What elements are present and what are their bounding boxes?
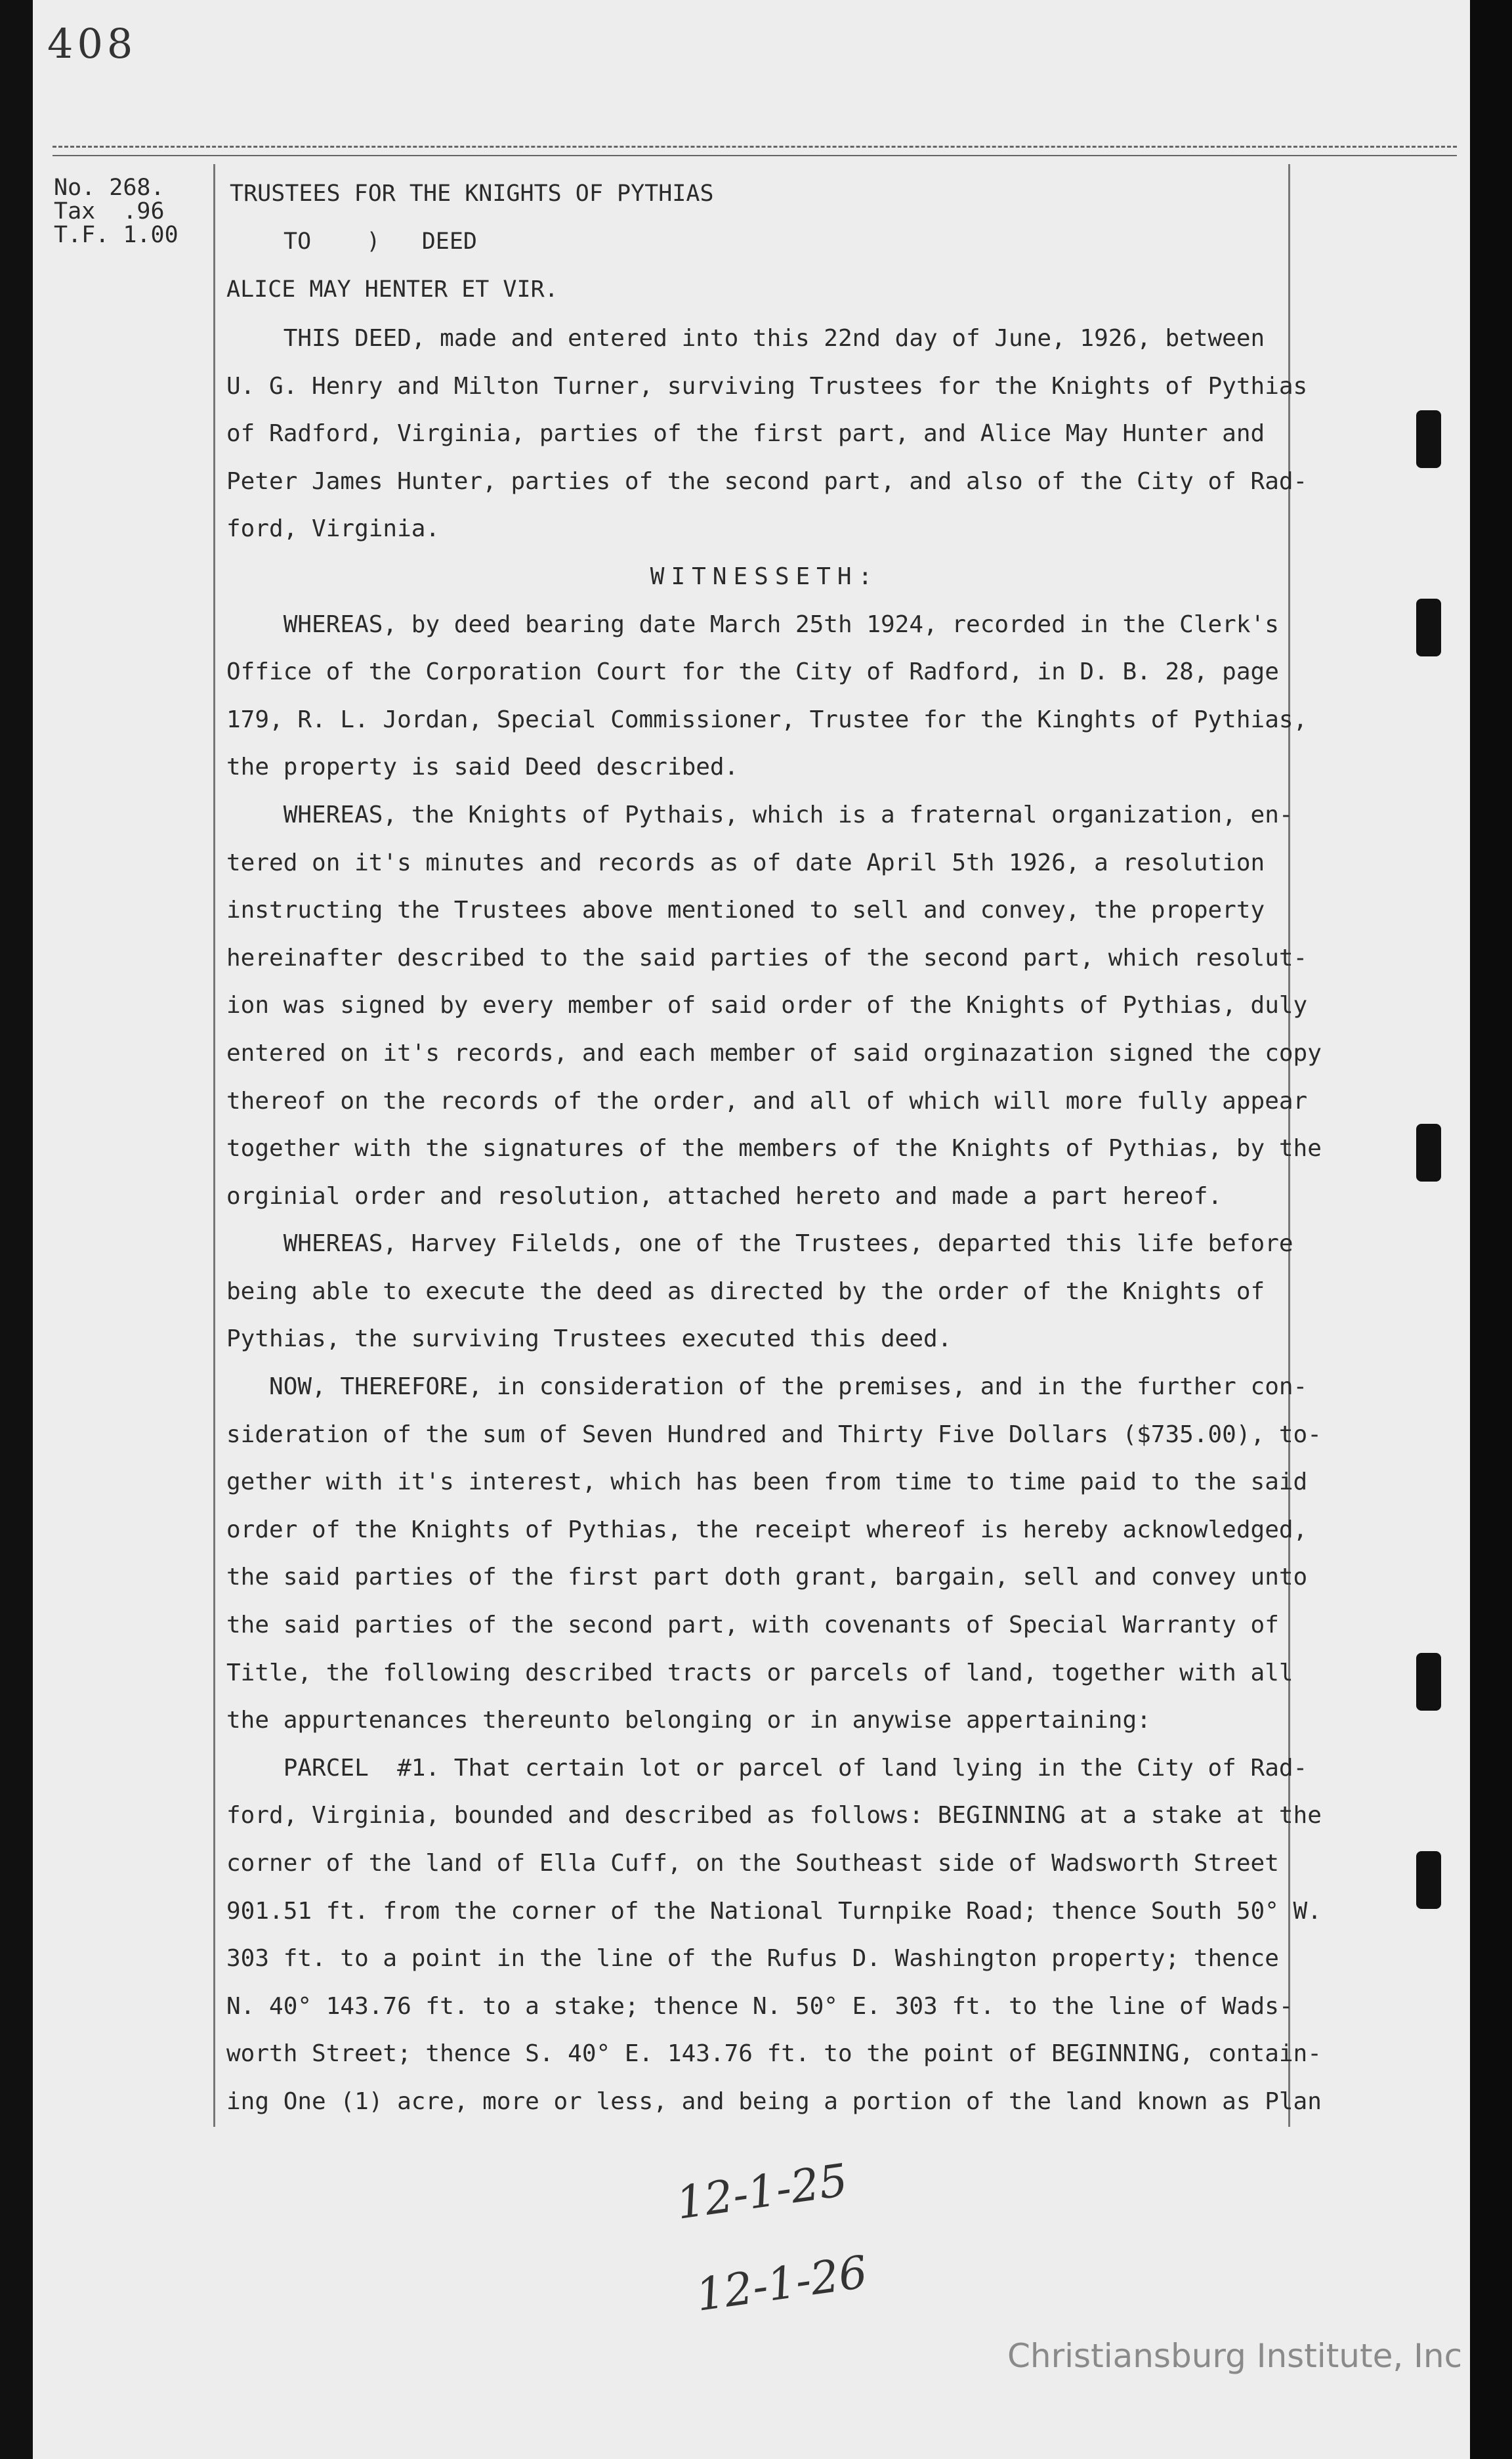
binder-hole	[1416, 1851, 1441, 1909]
body-line: PARCEL #1. That certain lot or parcel of land lying in the City of Rad-	[226, 1754, 1308, 1782]
body-line: THIS DEED, made and entered into this 22nd day of June, 1926, between	[226, 325, 1265, 352]
body-line: gether with it's interest, which has been from time to time paid to the said	[226, 1468, 1308, 1496]
handwritten-date-1: 12-1-25	[673, 2154, 851, 2230]
body-line: orginial order and resolution, attached hereto and made a part hereof.	[226, 1182, 1223, 1210]
left-margin-line	[213, 164, 215, 2127]
page-edge-shadow	[1470, 0, 1512, 2459]
body-line: corner of the land of Ella Cuff, on the Southeast side of Wadsworth Street	[226, 1850, 1279, 1877]
body-line: hereinafter described to the said parties of the second part, which resolut-	[226, 944, 1308, 972]
body-line: the said parties of the second part, with covenants of Special Warranty of	[226, 1612, 1279, 1639]
body-line: ford, Virginia.	[226, 515, 440, 543]
deed-body	[226, 315, 1322, 2126]
page-number: 408	[47, 20, 137, 68]
record-number: No. 268.	[54, 175, 165, 201]
body-line: order of the Knights of Pythias, the receipt whereof is hereby acknowledged,	[226, 1516, 1308, 1543]
body-line: 303 ft. to a point in the line of the Rufus D. Washington property; thence	[226, 1945, 1279, 1973]
watermark: Christiansburg Institute, Inc	[1007, 2337, 1463, 2375]
body-line: WHEREAS, the Knights of Pythais, which is a fraternal organization, en-	[226, 801, 1293, 828]
top-rule-secondary	[52, 155, 1457, 156]
handwritten-date-2: 12-1-26	[692, 2246, 871, 2322]
heading-grantee: ALICE MAY HENTER ET VIR.	[226, 276, 558, 303]
margin-note	[54, 176, 178, 247]
body-line: WHEREAS, by deed bearing date March 25th 1924, recorded in the Clerk's	[226, 610, 1279, 638]
body-line: ing One (1) acre, more or less, and being a portion of the land known as Plan	[226, 2087, 1322, 2115]
heading-to-deed: TO ) DEED	[284, 228, 478, 255]
binder-hole	[1416, 1653, 1441, 1711]
binder-hole	[1416, 410, 1441, 468]
body-line: the property is said Deed described.	[226, 754, 739, 781]
body-line: Pythias, the surviving Trustees executed this deed.	[226, 1325, 952, 1353]
body-line: the appurtenances thereunto belonging or in anywise appertaining:	[226, 1707, 1151, 1734]
body-line: worth Street; thence S. 40° E. 143.76 ft. to the point of BEGINNING, contain-	[226, 2040, 1322, 2068]
body-line: WHEREAS, Harvey Filelds, one of the Trustees, departed this life before	[226, 1230, 1293, 1258]
body-line: 901.51 ft. from the corner of the National Turnpike Road; thence South 50° W.	[226, 1897, 1322, 1925]
body-line: Title, the following described tracts or parcels of land, together with all	[226, 1659, 1293, 1686]
body-line: NOW, THEREFORE, in consideration of the premises, and in the further con-	[226, 1373, 1308, 1401]
body-line: the said parties of the first part doth grant, bargain, sell and convey unto	[226, 1564, 1308, 1591]
body-line: being able to execute the deed as directed by the order of the Knights of	[226, 1277, 1265, 1305]
body-line: ion was signed by every member of said order of the Knights of Pythias, duly	[226, 992, 1308, 1019]
heading-parties: TRUSTEES FOR THE KNIGHTS OF PYTHIAS	[230, 181, 714, 207]
body-line: N. 40° 143.76 ft. to a stake; thence N. 50° E. 303 ft. to the line of Wads-	[226, 1992, 1293, 2020]
body-line: 179, R. L. Jordan, Special Commissioner, Trustee for the Kinghts of Pythias,	[226, 706, 1308, 733]
tax-amount: Tax .96	[54, 198, 165, 225]
top-rule	[52, 146, 1457, 148]
binder-hole	[1416, 599, 1441, 656]
body-line: ford, Virginia, bounded and described as follows: BEGINNING at a stake at the	[226, 1802, 1322, 1829]
body-line: together with the signatures of the members of the Knights of Pythias, by the	[226, 1135, 1322, 1163]
body-line: Office of the Corporation Court for the City of Radford, in D. B. 28, page	[226, 658, 1279, 686]
body-line: tered on it's minutes and records as of date April 5th 1926, a resolution	[226, 849, 1265, 876]
body-line: of Radford, Virginia, parties of the first part, and Alice May Hunter and	[226, 420, 1265, 448]
witnesseth-heading: WITNESSETH:	[650, 563, 879, 590]
body-line: entered on it's records, and each member of said orginazation signed the copy	[226, 1039, 1322, 1067]
body-line: Peter James Hunter, parties of the second part, and also of the City of Rad-	[226, 467, 1308, 495]
body-line: sideration of the sum of Seven Hundred and Thirty Five Dollars ($735.00), to-	[226, 1421, 1322, 1448]
body-line: thereof on the records of the order, and all of which will more fully appear	[226, 1087, 1308, 1115]
binder-hole	[1416, 1124, 1441, 1182]
body-line: instructing the Trustees above mentioned to sell and convey, the property	[226, 897, 1265, 924]
tf-amount: T.F. 1.00	[54, 222, 178, 248]
body-line: U. G. Henry and Milton Turner, surviving Trustees for the Knights of Pythias	[226, 372, 1308, 400]
